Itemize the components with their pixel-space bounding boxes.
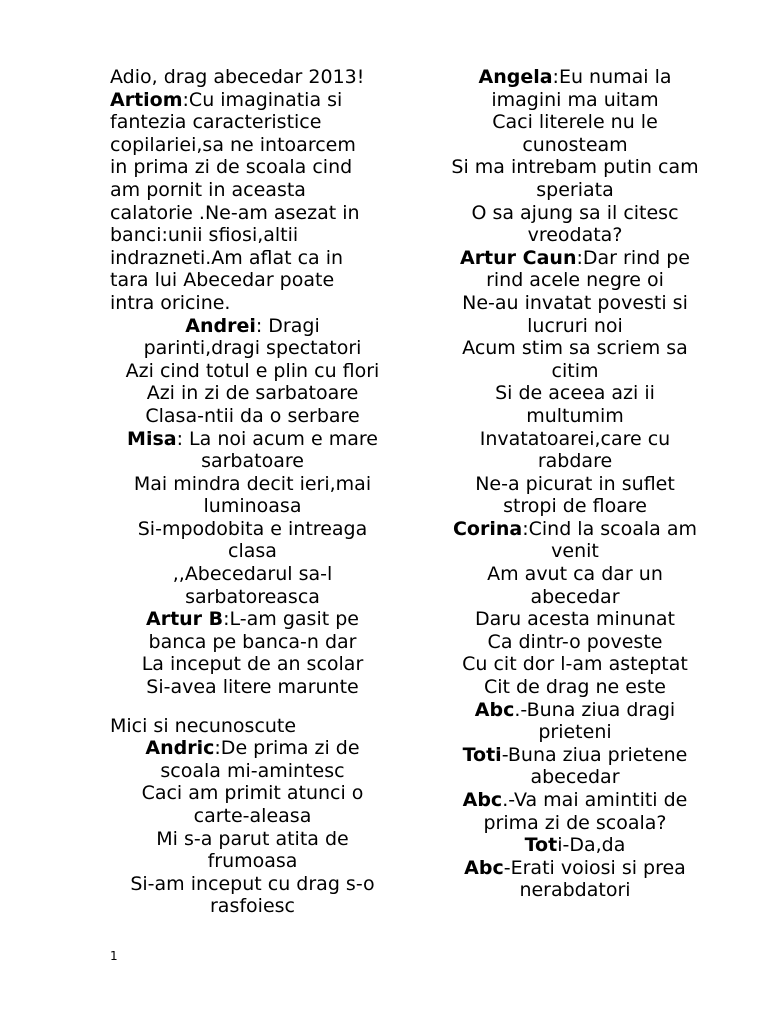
text-line — [110, 337, 395, 360]
text-line — [110, 428, 395, 451]
text-line — [435, 89, 715, 112]
line-text: Mai mindra decit ieri,mai — [133, 472, 372, 495]
line-text: :De prima zi de — [214, 737, 360, 760]
text-line — [435, 608, 715, 631]
text-line — [110, 156, 395, 179]
text-line — [435, 224, 715, 247]
text-line — [110, 873, 395, 896]
text-line — [110, 608, 395, 631]
text-line — [110, 134, 395, 157]
line-text: :Cind la scoala am — [522, 517, 697, 540]
line-text: :Eu numai la — [552, 66, 672, 88]
text-line — [110, 224, 395, 247]
speaker-name: Artiom — [110, 88, 183, 111]
speaker-name: Corina — [452, 517, 523, 540]
speaker-name: Andrei — [185, 314, 256, 337]
text-line — [435, 879, 715, 902]
line-text: Si-am inceput cu drag s-o — [130, 872, 375, 895]
line-text: calatorie .Ne-am asezat in — [110, 201, 360, 224]
speaker-name: Abc — [464, 856, 504, 879]
line-text: lucruri noi — [527, 314, 623, 337]
text-line — [110, 540, 395, 563]
text-line — [110, 760, 395, 783]
line-text: venit — [551, 540, 599, 563]
text-line — [110, 895, 395, 918]
text-line — [435, 315, 715, 338]
line-text: -Erati voiosi si prea — [503, 856, 686, 879]
text-line — [435, 134, 715, 157]
text-line — [435, 834, 715, 857]
text-line — [435, 789, 715, 812]
text-line — [435, 269, 715, 292]
line-text: Daru acesta minunat — [475, 608, 675, 631]
text-line — [435, 518, 715, 541]
line-text: Si-avea litere marunte — [146, 676, 359, 699]
text-line — [110, 360, 395, 383]
line-text: nerabdatori — [519, 879, 631, 902]
text-line — [110, 179, 395, 202]
text-line — [110, 737, 395, 760]
text-line — [435, 202, 715, 225]
line-text: intra oricine. — [110, 291, 231, 314]
text-line — [110, 269, 395, 292]
line-text: citim — [551, 359, 599, 382]
text-line — [435, 111, 715, 134]
text-line — [110, 450, 395, 473]
line-text: vreodata? — [527, 224, 623, 247]
line-text: :L-am gasit pe — [223, 608, 359, 631]
line-text: tara lui Abecedar poate — [110, 269, 335, 292]
line-text: Caci am primit atunci o — [141, 782, 364, 805]
line-text: imagini ma uitam — [491, 88, 659, 111]
line-text: -Buna ziua prietene — [501, 743, 688, 766]
line-text: Clasa-ntii da o serbare — [145, 404, 360, 427]
speaker-name: Toti — [462, 743, 502, 766]
text-line — [435, 631, 715, 654]
text-line — [435, 382, 715, 405]
right-text-column — [435, 66, 715, 902]
text-line — [110, 405, 395, 428]
line-text: luminoasa — [203, 495, 302, 518]
speaker-name: Andric — [145, 737, 215, 760]
line-text: Invatatoarei,care cu — [479, 427, 671, 450]
line-text: .-Buna ziua dragi — [514, 698, 676, 721]
text-line — [435, 721, 715, 744]
text-line — [435, 540, 715, 563]
line-text: Mi s-a parut atita de — [156, 827, 349, 850]
line-text: speriata — [536, 178, 614, 201]
text-line — [435, 292, 715, 315]
line-text: prieteni — [538, 721, 612, 744]
text-line — [435, 405, 715, 428]
text-line — [435, 495, 715, 518]
line-text: prima zi de scoala? — [483, 811, 667, 834]
text-line — [435, 744, 715, 767]
text-line — [435, 66, 715, 89]
text-line — [110, 202, 395, 225]
line-text: Azi in zi de sarbatoare — [146, 382, 359, 405]
text-line — [110, 653, 395, 676]
text-line — [435, 247, 715, 270]
text-line — [435, 473, 715, 496]
text-line — [110, 382, 395, 405]
line-text: .-Va mai amintiti de — [502, 789, 688, 811]
text-line — [110, 586, 395, 609]
line-text: Ne-au invatat povesti si — [462, 291, 688, 314]
line-text: fantezia caracteristice — [110, 111, 322, 134]
line-text: Cit de drag ne este — [484, 676, 666, 699]
line-text: Si de aceea azi ii — [495, 382, 655, 405]
line-text: Azi cind totul e plin cu flori — [125, 359, 380, 382]
text-line — [435, 179, 715, 202]
line-text: multumim — [526, 404, 624, 427]
line-text: Adio, drag abecedar 2013! — [110, 66, 365, 88]
line-text: rasfoiesc — [210, 895, 295, 918]
line-text: sarbatoreasca — [185, 585, 320, 608]
line-text: Cu cit dor l-am asteptat — [462, 653, 688, 676]
line-text: rabdare — [537, 450, 613, 473]
text-line — [110, 631, 395, 654]
line-text: :Cu imaginatia si — [182, 88, 343, 111]
line-text: rind acele negre oi — [486, 269, 664, 292]
line-text: La inceput de an scolar — [141, 653, 364, 676]
line-text: Acum stim sa scriem sa — [462, 337, 688, 360]
speaker-name: Angela — [478, 66, 553, 88]
line-text: stropi de floare — [503, 495, 647, 518]
text-line — [110, 247, 395, 270]
text-line — [435, 450, 715, 473]
line-text: : La noi acum e mare — [176, 427, 378, 450]
text-line — [110, 828, 395, 851]
text-line — [435, 156, 715, 179]
text-line — [110, 495, 395, 518]
text-line — [435, 428, 715, 451]
text-line — [435, 586, 715, 609]
line-text: ,,Abecedarul sa-l — [172, 563, 333, 586]
speaker-name: Tot — [524, 834, 558, 857]
text-line — [110, 518, 395, 541]
line-text: sarbatoare — [201, 450, 304, 473]
text-line — [110, 66, 395, 89]
text-line — [110, 715, 395, 738]
text-line — [110, 676, 395, 699]
text-line — [110, 315, 395, 338]
page-number: 1 — [110, 949, 118, 963]
line-text: Ca dintr-o poveste — [487, 630, 663, 653]
text-line — [110, 850, 395, 873]
line-text: Ne-a picurat in suflet — [475, 472, 675, 495]
paragraph-gap — [110, 699, 395, 715]
line-text: :Dar rind pe — [576, 246, 690, 269]
speaker-name: Artur Caun — [459, 246, 577, 269]
left-text-column — [110, 66, 395, 918]
text-line — [110, 782, 395, 805]
text-line — [110, 292, 395, 315]
text-line — [435, 653, 715, 676]
text-line — [435, 563, 715, 586]
line-text: Am avut ca dar un — [487, 563, 663, 586]
line-text: parinti,dragi spectatori — [143, 337, 362, 360]
line-text: banci:unii sfiosi,altii — [110, 224, 299, 247]
line-text: Caci literele nu le — [492, 111, 658, 134]
text-line — [435, 676, 715, 699]
text-line — [435, 337, 715, 360]
line-text: frumoasa — [207, 850, 298, 873]
line-text: abecedar — [530, 766, 620, 789]
text-line — [435, 360, 715, 383]
speaker-name: Abc — [462, 789, 503, 811]
line-text: Si-mpodobita e intreaga — [137, 517, 368, 540]
line-text: banca pe banca-n dar — [148, 630, 357, 653]
text-line — [435, 699, 715, 722]
speaker-name: Artur B — [146, 608, 224, 631]
line-text: clasa — [228, 540, 277, 563]
line-text: cunosteam — [522, 133, 628, 156]
text-line — [435, 857, 715, 880]
line-text: am pornit in aceasta — [110, 178, 306, 201]
text-line — [435, 812, 715, 835]
line-text: in prima zi de scoala cind — [110, 156, 353, 179]
text-line — [110, 805, 395, 828]
text-line — [435, 766, 715, 789]
speaker-name: Abc — [474, 698, 515, 721]
line-text: Si ma intrebam putin cam — [451, 156, 699, 179]
text-line — [110, 473, 395, 496]
text-line — [110, 111, 395, 134]
line-text: abecedar — [530, 585, 620, 608]
text-line — [110, 563, 395, 586]
text-line — [110, 89, 395, 112]
line-text: copilariei,sa ne intoarcem — [110, 133, 356, 156]
line-text: carte-aleasa — [193, 805, 312, 827]
line-text: i-Da,da — [557, 834, 626, 857]
line-text: scoala mi-amintesc — [160, 759, 345, 782]
line-text: Mici si necunoscute — [110, 714, 297, 737]
line-text: : Dragi — [255, 314, 320, 337]
line-text: O sa ajung sa il citesc — [471, 201, 679, 224]
speaker-name: Misa — [127, 427, 177, 450]
line-text: indrazneti.Am aflat ca in — [110, 246, 344, 269]
